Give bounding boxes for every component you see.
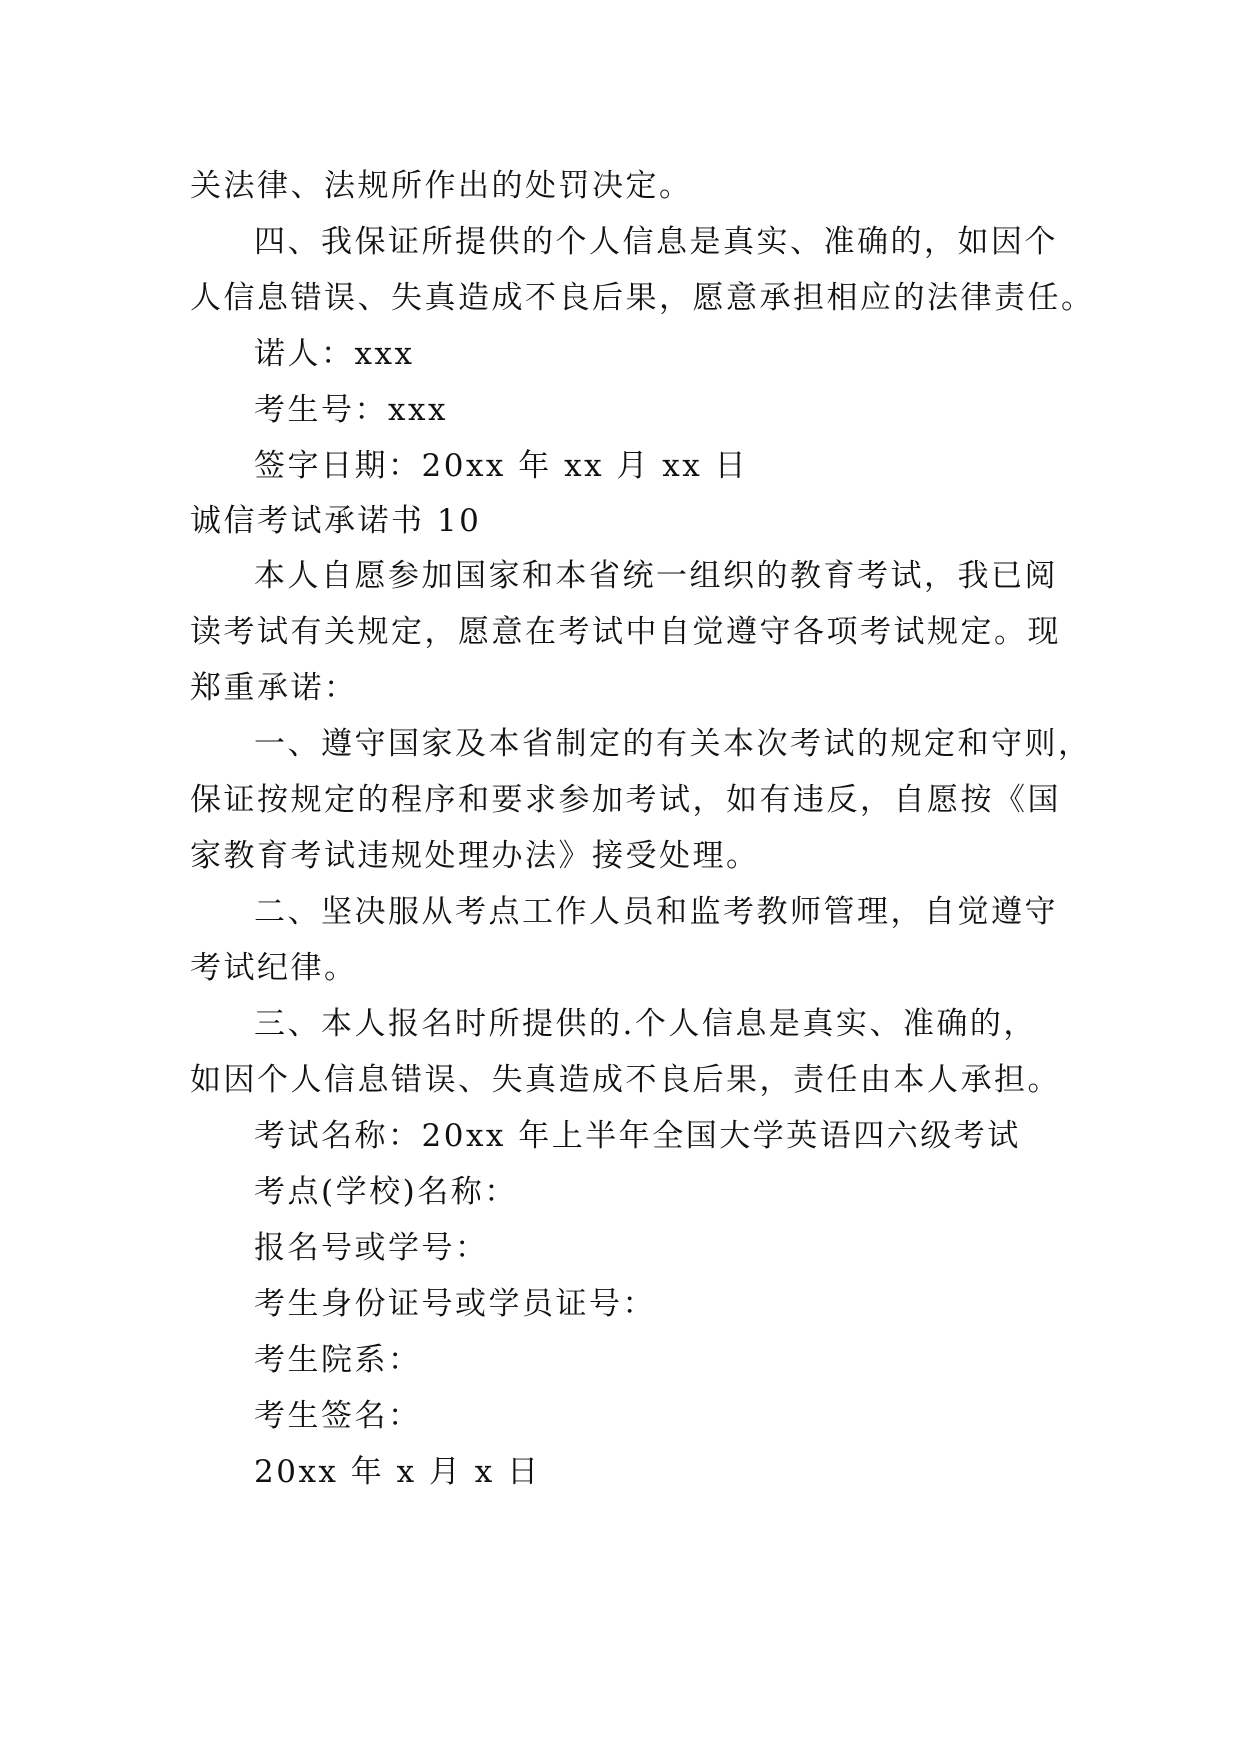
candidate-signature-field: 考生签名：: [254, 1398, 422, 1434]
text-line: 四、我保证所提供的个人信息是真实、准确的，如因个: [254, 224, 1058, 260]
id-number-field: 考生身份证号或学员证号：: [254, 1286, 656, 1322]
section-title: 诚信考试承诺书 10: [190, 503, 482, 539]
text-line: 人信息错误、失真造成不良后果，愿意承担相应的法律责任。: [190, 280, 1095, 316]
signature-date-field: 签字日期：20xx 年 xx 月 xx 日: [254, 448, 749, 484]
text-line: 如因个人信息错误、失真造成不良后果，责任由本人承担。: [190, 1062, 1061, 1098]
text-line: 关法律、法规所作出的处罚决定。: [190, 168, 693, 204]
text-line: 二、坚决服从考点工作人员和监考教师管理，自觉遵守: [254, 894, 1058, 930]
department-field: 考生院系：: [254, 1342, 422, 1378]
date-field: 20xx 年 x 月 x 日: [254, 1454, 541, 1490]
text-line: 家教育考试违规处理办法》接受处理。: [190, 838, 760, 874]
candidate-number-field: 考生号：xxx: [254, 392, 448, 428]
registration-number-field: 报名号或学号：: [254, 1230, 489, 1266]
text-line: 三、本人报名时所提供的.个人信息是真实、准确的，: [254, 1006, 1037, 1042]
text-line: 读考试有关规定，愿意在考试中自觉遵守各项考试规定。现: [190, 614, 1061, 650]
text-line: 保证按规定的程序和要求参加考试，如有违反，自愿按《国: [190, 782, 1061, 818]
exam-site-field: 考点(学校)名称：: [254, 1174, 518, 1210]
exam-name-field: 考试名称：20xx 年上半年全国大学英语四六级考试: [254, 1118, 1021, 1154]
promisor-field: 诺人：xxx: [254, 336, 415, 372]
text-line: 一、遵守国家及本省制定的有关本次考试的规定和守则，: [254, 726, 1092, 762]
text-line: 郑重承诺：: [190, 670, 358, 706]
text-line: 本人自愿参加国家和本省统一组织的教育考试，我已阅: [254, 558, 1058, 594]
text-line: 考试纪律。: [190, 950, 358, 986]
